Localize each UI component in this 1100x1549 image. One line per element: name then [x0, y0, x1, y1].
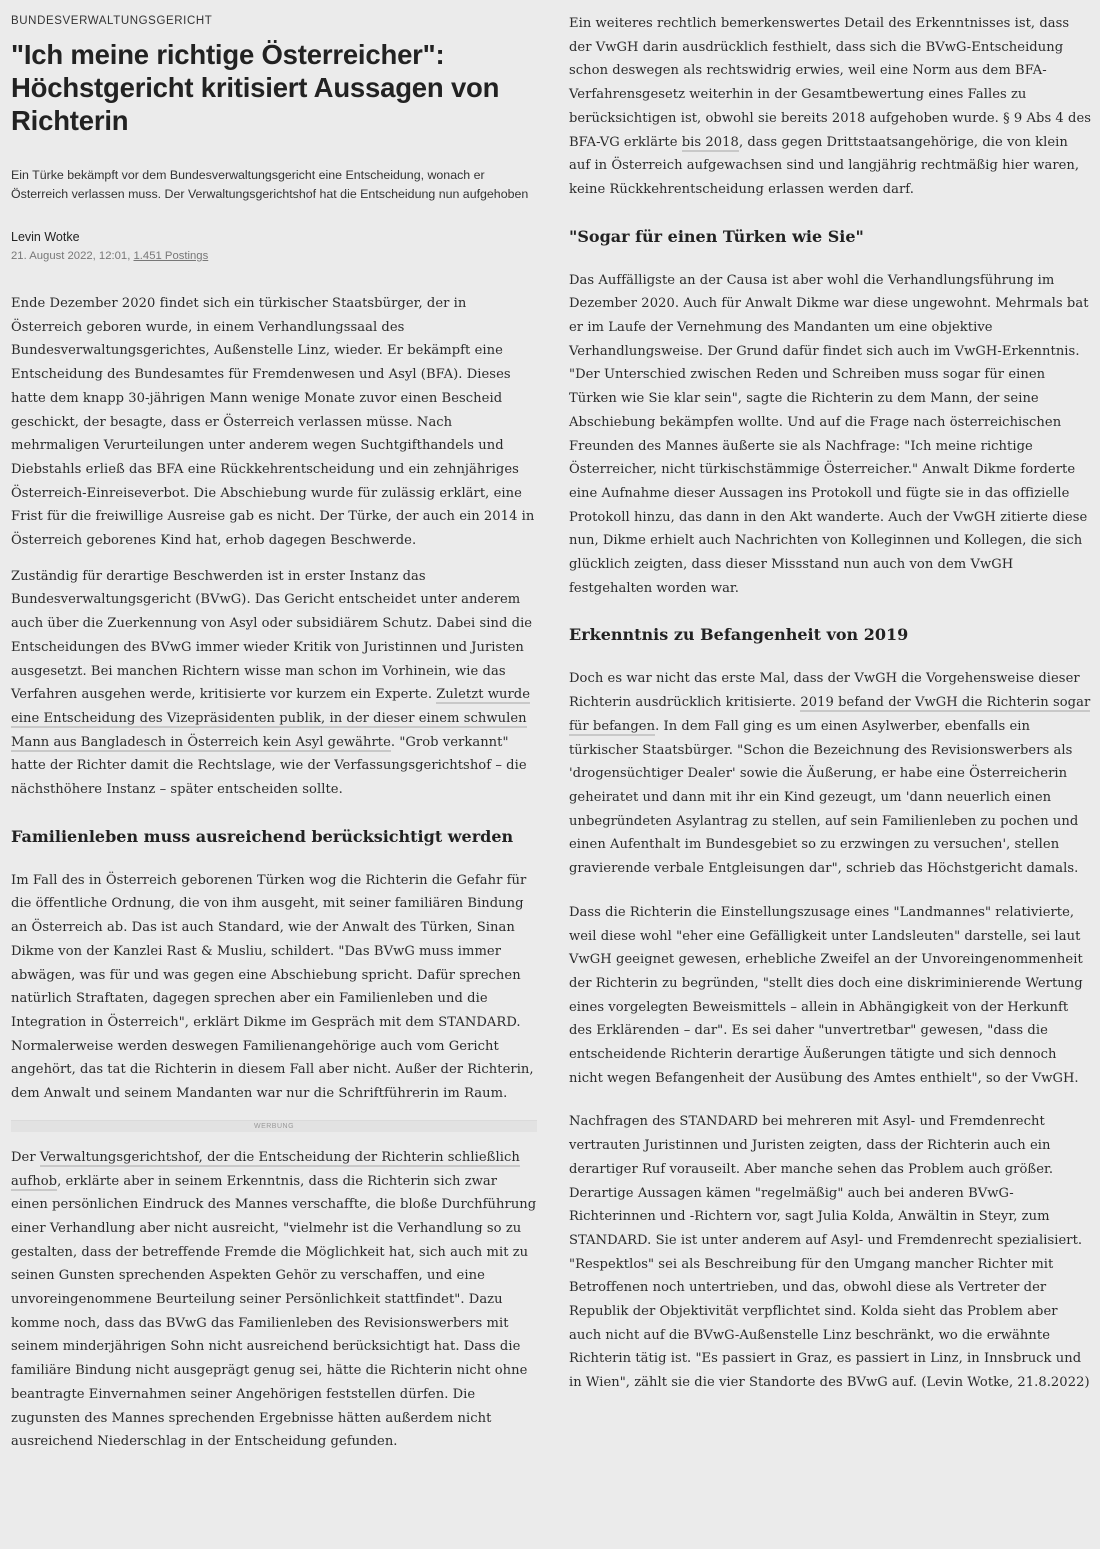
article-meta	[11, 250, 537, 265]
paragraph-text: . In dem Fall ging es um einen Asylwerber, ebenfalls ein türkischer Staatsbürger. "Schon die Bezeichnung des Revisionswerbers als 'drogensüchtiger Dealer' sowie die Äußerung, er habe eine Österreicherin geheiratet und dann mit ihr ein Kind gezeugt, um 'dann neuerlich einen unbegründeten Asylantrag zu stellen, auf sein Familienleben zu pochen und einen Aufenthalt im Bundesgebiet so zu erzwingen zu versuchen', stellen gravierende verbale Entgleisungen dar", schrieb das Höchstgericht damals.	[569, 718, 1079, 877]
article-author[interactable]: Levin Wotke	[11, 230, 80, 244]
postings-link[interactable]: 1.451 Postings	[133, 250, 209, 262]
paragraph-text: Doch es war nicht das erste Mal, dass der VwGH die Vorgehensweise dieser Richterin ausdrücklich kritisierte.	[569, 671, 1080, 711]
paragraph-text: , erklärte aber in seinem Erkenntnis, dass die Richterin sich zwar einen persönlichen Eindruck des Mannes verschaffte, die bloße Durchführung einer Verhandlung aber nicht ausreicht, "vielmehr ist die Verhandlung so zu gestalten, dass der betreffende Fremde die Möglichkeit hat, sich auch mit zu seinen Gunsten sprechenden Aspekten Gehör zu verschaffen, und eine unvoreingenommene Beurteilung seiner Persönlichkeit stattfindet". Dazu komme noch, dass das BVwG das Familienleben des Revisionswerbers mit seinem minderjährigen Sohn nicht ausreichend berücksichtigt hat. Dass die familiäre Bindung nicht ausgeprägt genug sei, hätte die Richterin nicht ohne beantragte Einvernahmen seiner Angehörigen feststellen dürfen. Die zugunsten des Mannes sprechenden Ergebnisse hätten außerdem nicht ausreichend Niederschlag in der Entscheidung gefunden.	[11, 1173, 537, 1450]
left-column	[11, 0, 537, 1466]
paragraph	[11, 1146, 537, 1454]
paragraph-text: , dass gegen Drittstaatsangehörige, die von klein auf in Österreich aufgewachsen sind und langjährig rechtmäßig hier waren, keine Rückkehrentscheidung erlassen werden darf.	[569, 134, 1080, 197]
paragraph: Nachfragen des STANDARD bei mehreren mit Asyl- und Fremdenrecht vertrauten Juristinnen und Juristen zeigten, dass der Richterin auch ein derartiger Ruf vorauseilt. Aber manche sehen das Problem auch größer. Derartige Aussagen kämen "regelmäßig" auch bei anderen BVwG-Richterinnen und -Richtern vor, sagt Julia Kolda, Anwältin in Steyr, zum STANDARD. Sie ist unter anderem auf Asyl- und Fremdenrecht spezialisiert. "Respektlos" sei als Beschreibung für den Umgang mancher Richter mit Betroffenen noch untertrieben, und das, obwohl diese als Vertreter der Republik der Objektivität verpflichtet sind. Kolda sieht das Problem aber auch nicht auf die BVwG-Außenstelle Linz beschränkt, wo die erwähnte Richterin tätig ist. "Es passiert in Graz, es passiert in Linz, in Innsbruck und in Wien", zählt sie die vier Standorte des BVwG auf. (Levin Wotke, 21.8.2022)	[569, 1114, 1090, 1391]
right-column	[569, 0, 1093, 1407]
paragraph-text: Zuständig für derartige Beschwerden ist in erster Instanz das Bundesverwaltungsgericht (BVwG). Das Gericht entscheidet unter anderem auch über die Zuerkennung von Asyl oder subsidiärem Schutz. Dabei sind die Entscheidungen des BVwG immer wieder Kritik von Juristinnen und Juristen ausgesetzt. Bei manchen Richtern wisse man schon im Vorhinein, wie das Verfahren ausgehen werde, kritisierte vor kurzem ein Experte.	[11, 568, 533, 703]
ad-placeholder: WERBUNG	[11, 1120, 537, 1132]
paragraph-text: Ein weiteres rechtlich bemerkenswertes Detail des Erkenntnisses ist, dass der VwGH darin ausdrücklich festhielt, dass sich die BVwG-Entscheidung schon deswegen als rechtswidrig erwies, weil eine Norm aus dem BFA-Verfahrensgesetz weiterhin in der Gesamtbewertung eines Falles zu berücksichtigen ist, obwohl sie bereits 2018 aufgehoben wurde. § 9 Abs 4 des BFA-VG erklärte	[569, 16, 1092, 150]
paragraph: Dass die Richterin die Einstellungszusage eines "Landmannes" relativierte, weil diese wohl "eher eine Gefälligkeit unter Landsleuten" darstelle, sei laut VwGH geeignet gewesen, erhebliche Zweifel an der Unvoreingenommenheit der Richterin zu begründen, "stellt dies doch eine diskriminierende Wertung eines vorgelegten Beweismittels – allein in Abhängigkeit von der Herkunft des Erklärenden – dar". Es sei daher "unvertretbar" gewesen, "dass die entscheidende Richterin derartige Äußerungen tätigte und sich dennoch nicht wegen Befangenheit der Ausübung des Amtes enthielt", so der VwGH.	[569, 904, 1083, 1086]
paragraph-text: Der	[11, 1149, 40, 1165]
article-date: 21. August 2022, 12:01,	[11, 250, 131, 262]
article-link-bis-2018[interactable]: bis 2018	[681, 134, 739, 150]
paragraph: Im Fall des in Österreich geborenen Türken wog die Richterin die Gefahr für die öffentliche Ordnung, die von ihm ausgeht, mit seiner familiären Bindung an Österreich ab. Das ist auch Standard, wie der Anwalt des Türken, Sinan Dikme von der Kanzlei Rast & Musliu, schildert. "Das BVwG muss immer abwägen, was für und was gegen eine Abschiebung spricht. Dafür sprechen natürlich Straftaten, dagegen sprechen aber ein Familienleben und die Integration in Österreich", erklärt Dikme im Gespräch mit dem STANDARD. Normalerweise werden deswegen Familienangehörige auch vom Gericht angehört, das tat die Richterin in diesem Fall aber nicht. Außer der Richterin, dem Anwalt und seinem Mandanten war nur die Schriftführerin im Raum.	[11, 872, 534, 1102]
article-link-vizepraesident[interactable]: Zuletzt wurde eine Entscheidung des Vizepräsidenten publik, in der dieser einem schwulen Mann aus Bangladesch in Österreich kein Asyl gewährte	[11, 687, 530, 750]
section-heading: Erkenntnis zu Befangenheit von 2019	[569, 625, 909, 645]
article-kicker[interactable]: BUNDESVERWALTUNGSGERICHT	[11, 15, 213, 27]
paragraph: Das Auffälligste an der Causa ist aber wohl die Verhandlungsführung im Dezember 2020. Auch für Anwalt Dikme war diese ungewohnt. Mehrmals bat er im Laufe der Vernehmung des Mandanten um eine objektive Verhandlungsweise. Der Grund dafür findet sich auch im VwGH-Erkenntnis. "Der Unterschied zwischen Reden und Schreiben muss sogar für einen Türken wie Sie klar sein", sagte die Richterin zu dem Mann, der seine Abschiebung bekämpfen wollte. Und auf die Frage nach österreichischen Freunden des Mannes äußerte sie als Nachfrage: "Ich meine richtige Österreicher, nicht türkischstämmige Österreicher." Anwalt Dikme forderte eine Aufnahme dieser Aussagen ins Protokoll und fügte sie in das offizielle Protokoll hinzu, das dann in den Akt wanderte. Auch der VwGH zitierte diese nun, Dikme erhielt auch Nachrichten von Kolleginnen und Kollegen, die sich glücklich zeigten, dass dieser Missstand nun auch von dem VwGH festgehalten worden war.	[569, 272, 1089, 596]
paragraph-text: . "Grob verkannt" hatte der Richter damit die Rechtslage, wie der Verfassungsgerichtshof – die nächsthöhere Instanz – später entscheiden sollte.	[11, 734, 527, 798]
article-lead: Ein Türke bekämpft vor dem Bundesverwaltungsgericht eine Entscheidung, wonach er Österreich verlassen muss. Der Verwaltungsgerichtshof hat die Entscheidung nun aufgehoben	[11, 168, 529, 201]
paragraph: Ende Dezember 2020 findet sich ein türkischer Staatsbürger, der in Österreich geboren wurde, in einem Verhandlungssaal des Bundesverwaltungsgerichtes, Außenstelle Linz, wieder. Er bekämpft eine Entscheidung des Bundesamtes für Fremdenwesen und Asyl (BFA). Dieses hatte dem knapp 30-jährigen Mann wenige Monate zuvor einen Bescheid geschickt, der besagte, dass er Österreich verlassen müsse. Nach mehrmaligen Verurteilungen unter anderem wegen Suchtgifthandels und Diebstahls erließ das BFA eine Rückkehrentscheidung und ein zehnjähriges Österreich-Einreiseverbot. Die Abschiebung wurde für zulässig erklärt, eine Frist für die freiwillige Ausreise gab es nicht. Der Türke, der auch ein 2014 in Österreich geborenes Kind hat, erhob dagegen Beschwerde.	[11, 296, 535, 549]
left-body	[11, 292, 537, 1454]
paragraph	[569, 12, 1093, 202]
article-link-vwgh[interactable]: Verwaltungsgerichtshof, der die Entscheidung der Richterin schließlich aufhob	[11, 1149, 520, 1189]
paragraph	[11, 565, 537, 802]
article-headline: "Ich meine richtige Österreicher": Höchstgericht kritisiert Aussagen von Richterin	[11, 39, 500, 136]
paragraph	[569, 667, 1093, 880]
article-link-befangen[interactable]: 2019 befand der VwGH die Richterin sogar für befangen	[569, 695, 1091, 734]
section-heading: Familienleben muss ausreichend berücksichtigt werden	[11, 826, 514, 846]
section-heading: "Sogar für einen Türken wie Sie"	[569, 226, 864, 246]
